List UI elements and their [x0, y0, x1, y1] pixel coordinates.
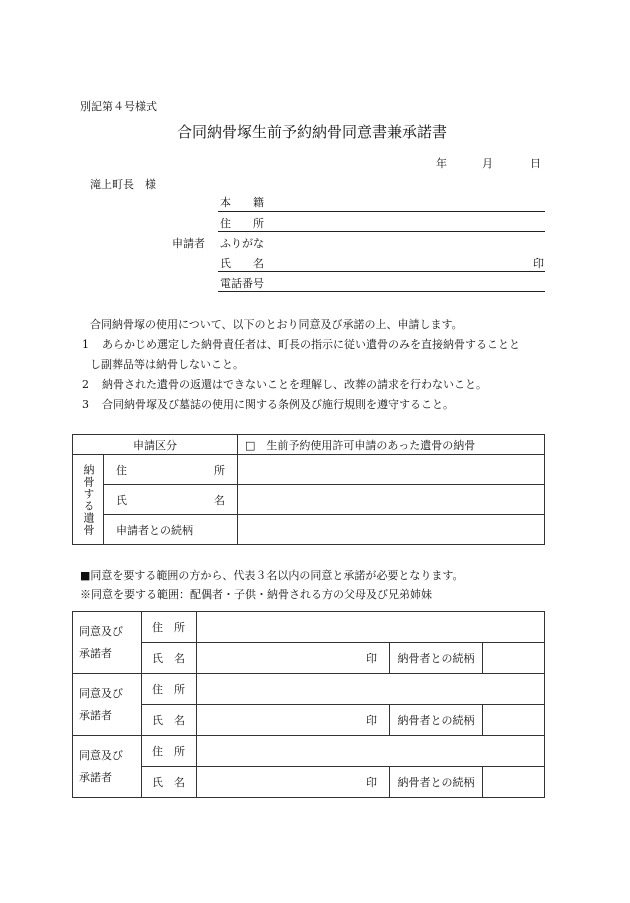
- addressee: 滝上町長 様: [90, 178, 156, 191]
- remains-name-field[interactable]: [237, 485, 544, 515]
- phone-label: 電話番号: [220, 277, 264, 290]
- remains-address-label-cell: [104, 455, 238, 485]
- date-day-label: 日: [530, 157, 541, 170]
- honseki-label: 本 籍: [220, 196, 264, 209]
- item-text: 納骨された遺骨の返還はできないことを理解し、改葬の請求を行わないこと。: [102, 378, 487, 391]
- remains-side-label: 納骨する遺骨: [82, 463, 95, 536]
- remains-side-header: [73, 455, 104, 545]
- remains-relation-label: 申請者との続柄: [104, 515, 238, 545]
- application-type-checkbox-option[interactable]: [237, 435, 544, 455]
- form-number: 別記第４号様式: [80, 100, 157, 113]
- remains-address-field[interactable]: [237, 455, 544, 485]
- name-label-char-a: 氏: [116, 493, 127, 507]
- phone-line[interactable]: [218, 291, 545, 292]
- consenter-name-label: 氏 名: [142, 643, 197, 674]
- consenter-seal-mark: 印: [366, 652, 377, 665]
- consenter-relation-label: 納骨者との続柄: [390, 643, 483, 674]
- address-label: 住 所: [220, 217, 264, 230]
- item-text-continued: し副葬品等は納骨しないこと。: [90, 358, 244, 371]
- date-year-label: 年: [436, 157, 447, 170]
- consenter-label-line-2: 承諾者: [79, 770, 112, 784]
- intro-text: 合同納骨塚の使用について、以下のとおり同意及び承諾の上、申請します。: [90, 318, 463, 331]
- consenter-label-line-1: 同意及び: [79, 686, 123, 700]
- name-label: 氏 名: [220, 257, 264, 270]
- address-label-char-b: 所: [213, 463, 225, 477]
- honseki-line[interactable]: [218, 211, 545, 212]
- consenter-label-line-2: 承諾者: [79, 646, 112, 660]
- consenter-address-field[interactable]: [197, 612, 545, 643]
- consenter-name-field[interactable]: [197, 705, 390, 736]
- consenter-relation-label: 納骨者との続柄: [390, 705, 483, 736]
- consenter-address-field[interactable]: [197, 674, 545, 705]
- item-number: 3: [82, 398, 89, 411]
- item-text: あらかじめ選定した納骨責任者は、町長の指示に従い遺骨のみを直接納骨することと: [102, 338, 520, 351]
- consenter-name-label: 氏 名: [142, 705, 197, 736]
- consenter-table: [72, 611, 545, 798]
- consenter-relation-field[interactable]: [483, 767, 545, 798]
- consenter-label-cell: [73, 612, 142, 674]
- consenter-label-cell: [73, 674, 142, 736]
- furigana-label: ふりがな: [220, 237, 264, 250]
- remains-table: [72, 434, 545, 545]
- remains-name-label-cell: [104, 485, 238, 515]
- consent-scope-note: ■同意を要する範囲の方から、代表３名以内の同意と承諾が必要となります。: [80, 569, 464, 582]
- consenter-seal-mark: 印: [366, 776, 377, 789]
- applicant-label: 申請者: [172, 237, 205, 250]
- document-title: 合同納骨塚生前予約納骨同意書兼承諾書: [177, 123, 448, 141]
- consenter-name-field[interactable]: [197, 643, 390, 674]
- item-number: 1: [82, 338, 89, 351]
- consenter-address-label: 住 所: [142, 736, 197, 767]
- consenter-label-cell: [73, 736, 142, 798]
- consenter-name-field[interactable]: [197, 767, 390, 798]
- name-line[interactable]: [218, 271, 545, 272]
- consenter-address-label: 住 所: [142, 612, 197, 643]
- consent-scope-definition: ※同意を要する範囲：配偶者・子供・納骨される方の父母及び兄弟姉妹: [80, 588, 432, 601]
- consenter-address-field[interactable]: [197, 736, 545, 767]
- consenter-label-line-1: 同意及び: [79, 748, 123, 762]
- application-type-label: 申請区分: [73, 435, 238, 455]
- address-label-char-a: 住: [116, 463, 127, 477]
- item-number: 2: [82, 378, 89, 391]
- name-label-char-b: 名: [213, 493, 225, 507]
- date-month-label: 月: [482, 157, 493, 170]
- consenter-relation-field[interactable]: [483, 705, 545, 736]
- address-line[interactable]: [218, 231, 545, 232]
- consenter-address-label: 住 所: [142, 674, 197, 705]
- consenter-name-label: 氏 名: [142, 767, 197, 798]
- consenter-label-line-1: 同意及び: [79, 624, 123, 638]
- consenter-relation-label: 納骨者との続柄: [390, 767, 483, 798]
- remains-relation-field[interactable]: [237, 515, 544, 545]
- consenter-label-line-2: 承諾者: [79, 708, 112, 722]
- item-text: 合同納骨塚及び墓誌の使用に関する条例及び施行規則を遵守すること。: [102, 398, 454, 411]
- application-type-value: □ 生前予約使用許可申請のあった遺骨の納骨: [244, 438, 476, 452]
- consenter-seal-mark: 印: [366, 714, 377, 727]
- consenter-relation-field[interactable]: [483, 643, 545, 674]
- seal-mark: 印: [533, 257, 544, 270]
